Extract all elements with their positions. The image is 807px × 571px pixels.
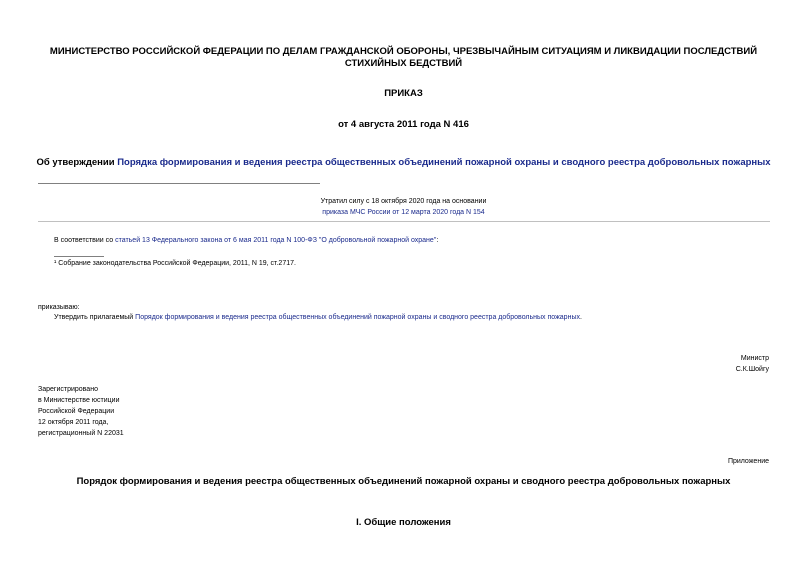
approve-suffix: .	[579, 314, 582, 321]
order-date: от 4 августа 2011 года N 416	[338, 119, 469, 130]
registration-line: Зарегистрировано	[38, 386, 98, 393]
footnote	[54, 258, 296, 269]
appendix-title: Порядок формирования и ведения реестра общественных объединений пожарной охраны и сводного реестра добровольных пожарных	[76, 476, 731, 487]
appendix-label: Приложение	[727, 458, 769, 465]
divider-top	[38, 183, 320, 184]
approval-link[interactable]: Порядка формирования и ведения реестра общественных объединений пожарной охраны и сводного реестра добровольных пожарных	[117, 157, 771, 168]
ministry-title: МИНИСТЕРСТВО РОССИЙСКОЙ ФЕДЕРАЦИИ ПО ДЕЛАМ ГРАЖДАНСКОЙ ОБОРОНЫ, ЧРЕЗВЫЧАЙНЫМ СИТУАЦИЯМ И ЛИКВИДАЦИИ ПОСЛЕДСТВИЙ СТИХИЙНЫХ БЕДСТВИЙ	[49, 46, 758, 69]
basis-link[interactable]: статьей 13 Федерального закона от 6 мая 2011 года N 100-ФЗ "О добровольной пожарной охране"	[115, 237, 437, 244]
approval-heading	[0, 157, 807, 168]
registration-line: 12 октября 2011 года,	[38, 419, 109, 426]
basis-suffix: :	[436, 237, 439, 244]
approve-prefix: Утвердить прилагаемый	[54, 314, 136, 321]
basis-paragraph	[54, 235, 774, 246]
document-type: ПРИКАЗ	[384, 88, 423, 99]
footnote-mark: ¹	[54, 260, 57, 267]
registration-line: регистрационный N 22031	[38, 430, 124, 437]
expired-note: Утратил силу с 18 октября 2020 года на основании	[320, 198, 487, 205]
expired-link[interactable]: приказа МЧС России от 12 марта 2020 года N 154	[322, 209, 485, 216]
approve-link[interactable]: Порядок формирования и ведения реестра общественных объединений пожарной охраны и сводного реестра добровольных пожарных	[135, 314, 580, 321]
registration-line: в Министерстве юстиции	[38, 397, 120, 404]
approval-prefix: Об утверждении	[36, 157, 118, 168]
footnote-text: Собрание законодательства Российской Федерации, 2011, N 19, ст.2717.	[58, 260, 296, 267]
signer-title: Министр	[740, 355, 769, 362]
divider-middle	[38, 221, 770, 222]
registration-block	[38, 384, 124, 439]
registration-line: Российской Федерации	[38, 408, 115, 415]
signer-name: С.К.Шойгу	[735, 366, 769, 373]
basis-prefix: В соответствии со	[54, 237, 116, 244]
order-word: приказываю:	[38, 304, 80, 311]
approve-paragraph	[54, 312, 774, 323]
section-title: I. Общие положения	[356, 517, 451, 528]
footnote-divider	[54, 256, 104, 257]
